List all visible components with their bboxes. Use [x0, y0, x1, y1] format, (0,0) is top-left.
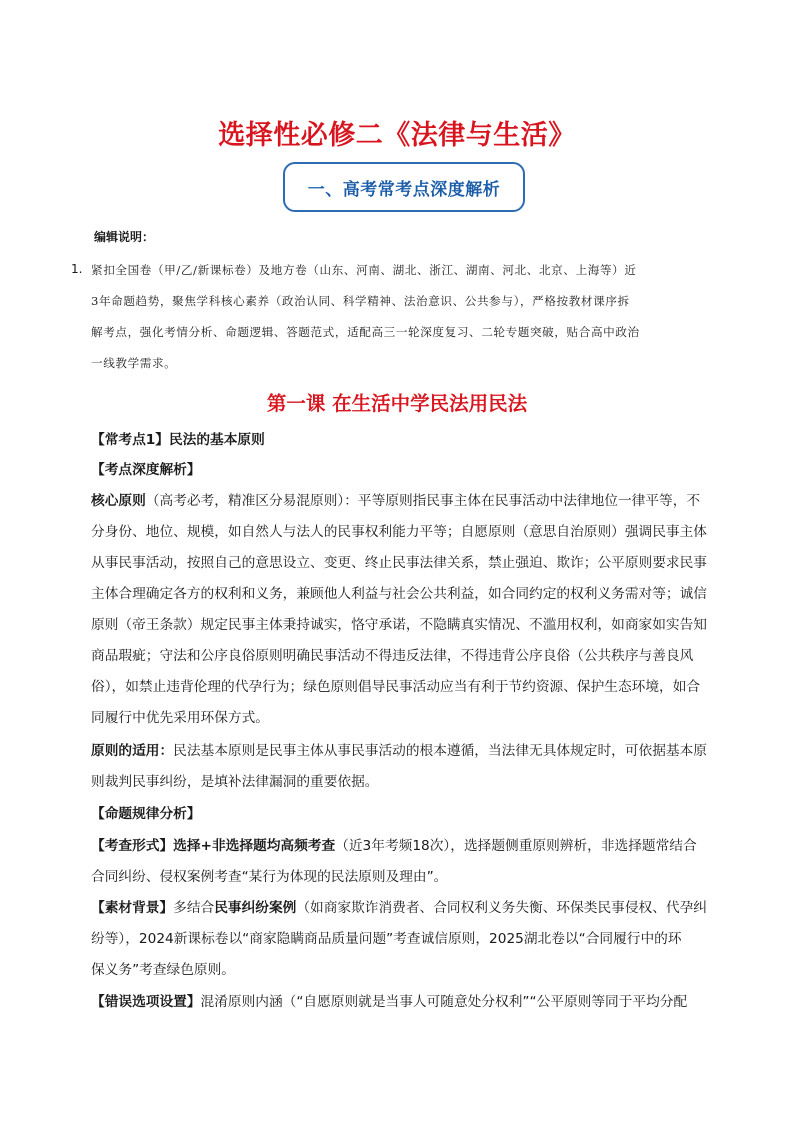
key-point-heading: 【常考点1】民法的基本原则	[91, 432, 265, 448]
edit-note-line: 解考点，强化考情分析、命题逻辑、答题范式，适配高三一轮深度复习、二轮专题突破，贴合高中政治	[91, 325, 640, 339]
material-line: 保义务”考查绿色原则。	[91, 962, 235, 978]
material-label: 【素材背景】	[91, 900, 174, 916]
edit-note-line: 3年命题趋势，聚焦学科核心素养（政治认同、科学精神、法治意识、公共参与），严格按教材课序拆	[91, 294, 630, 308]
edit-note-heading: 编辑说明：	[94, 230, 155, 244]
core-line: 主体合理确定各方的权利和义务，兼顾他人利益与社会公共利益，如合同约定的权利义务需对等；诚信	[91, 586, 707, 602]
core-principles-paragraph	[91, 489, 700, 509]
exam-form-paragraph	[91, 834, 697, 854]
core-line: 分身份、地位、规模，如自然人与法人的民事权利能力平等；自愿原则（意思自治原则）强调民事主体	[91, 524, 707, 540]
core-line: 原则（帝王条款）规定民事主体秉持诚实，恪守承诺，不隐瞒真实情况、不滥用权利，如商家如实告知	[91, 617, 707, 633]
application-paragraph	[91, 739, 707, 759]
wrong-option-label: 【错误选项设置】	[91, 994, 201, 1010]
application-line: 民法基本原则是民事主体从事民事活动的根本遵循，当法律无具体规定时，可依据基本原	[173, 743, 707, 759]
material-line: （如商家欺诈消费者、合同权利义务失衡、环保类民事侵权、代孕纠	[296, 900, 707, 916]
core-line: 俗），如禁止违背伦理的代孕行为；绿色原则倡导民事活动应当有利于节约资源、保护生态环境，如合	[91, 679, 701, 695]
material-bold: 民事纠纷案例	[214, 900, 297, 916]
material-paragraph	[91, 896, 707, 916]
analysis-heading: 【考点深度解析】	[91, 462, 201, 478]
exam-form-line: 合同纠纷、侵权案例考查“某行为体现的民法原则及理由”。	[91, 869, 448, 885]
wrong-option-line: 混淆原则内涵（“自愿原则就是当事人可随意处分权利”“公平原则等同于平均分配	[200, 994, 688, 1010]
core-line: 同履行中优先采用环保方式。	[91, 710, 269, 726]
wrong-option-paragraph	[91, 990, 687, 1010]
material-line: 多结合	[173, 900, 215, 916]
exam-form-label: 【考查形式】选择+非选择题均高频考查	[91, 838, 336, 854]
document-title: 选择性必修二《法律与生活》	[218, 120, 576, 151]
exam-form-line: （近3年考频18次），选择题侧重原则辨析，非选择题常结合	[335, 838, 697, 854]
application-line: 则裁判民事纠纷，是填补法律漏洞的重要依据。	[91, 774, 379, 790]
lesson-title: 第一课 在生活中学民法用民法	[266, 392, 528, 415]
core-label: 核心原则	[91, 493, 146, 509]
core-line: 从事民事活动，按照自己的意思设立、变更、终止民事法律关系，禁止强迫、欺诈；公平原则要求民事	[91, 555, 707, 571]
core-line: 商品瑕疵；守法和公序良俗原则明确民事活动不得违反法律，不得违背公序良俗（公共秩序与善良风	[91, 648, 694, 664]
edit-note-line: 紧扣全国卷（甲/乙/新课标卷）及地方卷（山东、河南、湖北、浙江、湖南、河北、北京、上海等）近	[91, 263, 637, 277]
rule-analysis-heading: 【命题规律分析】	[91, 806, 201, 822]
edit-note-number: 1.	[71, 262, 83, 276]
application-label: 原则的适用：	[91, 743, 174, 759]
section-heading-box	[283, 162, 525, 212]
material-line: 纷等），2024新课标卷以“商家隐瞒商品质量问题”考查诚信原则，2025湖北卷以“合同履行中的环	[91, 931, 682, 947]
edit-note-line: 一线教学需求。	[91, 356, 177, 370]
core-line: （高考必考，精准区分易混原则）：平等原则指民事主体在民事活动中法律地位一律平等，不	[145, 493, 701, 509]
section-heading: 一、高考常考点深度解析	[307, 179, 501, 200]
